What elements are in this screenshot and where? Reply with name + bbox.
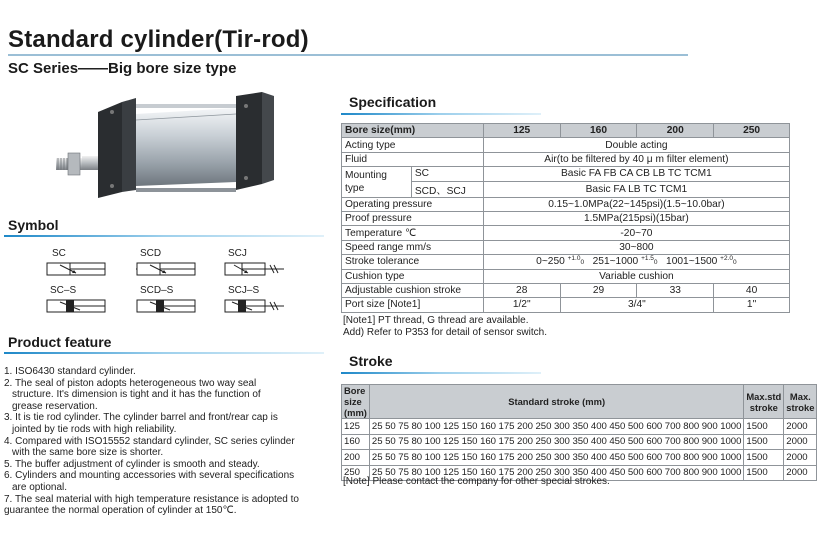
- symbol-scj-s-icon: [224, 298, 286, 314]
- stroke-tol-range-2: 251~1000: [592, 256, 639, 268]
- title-rule: [8, 54, 688, 56]
- spec-label: Temperature ℃: [342, 226, 484, 240]
- stroke-table: [341, 384, 817, 481]
- symbol-heading: Symbol: [8, 217, 59, 233]
- stroke-max: 2000: [784, 450, 817, 466]
- stroke-values: 25 50 75 80 100 125 150 160 175 200 250 300 350 400 450 500 600 700 800 900 1000: [369, 465, 743, 481]
- stroke-tol-sup-2: +1.5: [641, 255, 654, 263]
- symbol-scj-icon: [224, 261, 286, 277]
- stroke-values: 25 50 75 80 100 125 150 160 175 200 250 300 350 400 450 500 600 700 800 900 1000: [369, 434, 743, 450]
- stroke-bore: 160: [342, 434, 370, 450]
- spec-value: 1": [714, 298, 790, 312]
- table-row: [342, 434, 817, 450]
- page-subtitle: SC Series——Big bore size type: [8, 60, 237, 77]
- spec-value: 0.15~1.0MPa(22~145psi)(1.5~10.0bar): [483, 197, 789, 211]
- feature-line: guarantee the normal operation of cylinder at 150℃.: [4, 505, 237, 517]
- feature-line: 4. Compared with ISO15552 standard cylinder, SC series cylinder: [4, 435, 295, 447]
- stroke-tol-sub-2: 0: [653, 259, 658, 267]
- spec-value: 30~800: [483, 240, 789, 254]
- spec-value-stroke-tolerance: [483, 255, 789, 269]
- feature-line: 6. Cylinders and mounting accessories with several specifications: [4, 470, 295, 482]
- stroke-max: 2000: [784, 419, 817, 435]
- spec-value: Basic FA FB CA CB LB TC TCM1: [483, 167, 789, 181]
- spec-sublabel: SC: [411, 167, 483, 181]
- symbol-label-sc: SC: [52, 248, 66, 259]
- spec-row: [342, 197, 790, 211]
- spec-value: 33: [637, 283, 714, 297]
- spec-row: [342, 226, 790, 240]
- spec-row: [342, 152, 790, 166]
- cylinder-image: [40, 90, 280, 210]
- stroke-rule: [341, 372, 541, 374]
- spec-label: Port size [Note1]: [342, 298, 484, 312]
- stroke-tol-sup-1: +1.0: [567, 255, 581, 263]
- spec-row: [342, 298, 790, 312]
- spec-row: [342, 167, 790, 181]
- stroke-heading: Stroke: [349, 353, 393, 369]
- stroke-maxstd: 1500: [744, 465, 784, 481]
- spec-value: 3/4": [560, 298, 714, 312]
- product-feature-rule: [4, 352, 324, 354]
- stroke-tol-sup-3: +2.0: [720, 255, 734, 263]
- feature-line: structure. It's dimension is tight and it has the function of: [12, 389, 261, 401]
- spec-value: -20~70: [483, 226, 789, 240]
- feature-line: 7. The seal material with high temperature resistance is adopted to: [4, 493, 299, 505]
- spec-value: Basic FA LB TC TCM1: [483, 181, 789, 197]
- spec-row: [342, 211, 790, 225]
- stroke-tol-range-1: 0~250: [536, 256, 565, 268]
- feature-line: 2. The seal of piston adopts heterogeneous two way seal: [4, 377, 257, 389]
- feature-line: 3. It is tie rod cylinder. The cylinder barrel and front/rear cap is: [4, 412, 278, 424]
- spec-label: Cushion type: [342, 269, 484, 283]
- product-feature-heading: Product feature: [8, 334, 112, 350]
- spec-row: [342, 283, 790, 297]
- stroke-bore: 200: [342, 450, 370, 466]
- spec-value: 1.5MPa(215psi)(15bar): [483, 211, 789, 225]
- symbol-label-scd-s: SCD–S: [140, 285, 174, 296]
- stroke-note: [Note] Please contact the company for other special strokes.: [343, 476, 610, 487]
- stroke-max: 2000: [784, 465, 817, 481]
- specification-table: [341, 123, 790, 313]
- spec-bore-200: 200: [637, 124, 714, 138]
- spec-value: 1/2": [483, 298, 560, 312]
- spec-sublabel: SCD、SCJ: [411, 181, 483, 197]
- symbol-rule: [4, 235, 324, 237]
- spec-value: Variable cushion: [483, 269, 789, 283]
- symbol-scd-s-icon: [136, 298, 198, 314]
- stroke-maxstd: 1500: [744, 450, 784, 466]
- spec-label: Operating pressure: [342, 197, 484, 211]
- spec-value: 29: [560, 283, 637, 297]
- symbol-label-scj-s: SCJ–S: [228, 285, 260, 296]
- stroke-bore: 250: [342, 465, 370, 481]
- specification-heading: Specification: [349, 94, 437, 110]
- spec-label: Fluid: [342, 152, 484, 166]
- stroke-h-std: Standard stroke (mm): [369, 385, 743, 419]
- spec-value: 28: [483, 283, 560, 297]
- spec-header-row: [342, 124, 790, 138]
- stroke-h-maxstd: Max.std stroke: [744, 385, 784, 419]
- spec-value: Double acting: [483, 138, 789, 152]
- feature-line: grease reservation.: [12, 400, 98, 412]
- symbol-sc-icon: [46, 261, 108, 277]
- stroke-maxstd: 1500: [744, 434, 784, 450]
- symbol-label-scj: SCJ: [228, 248, 247, 259]
- feature-line: are optional.: [12, 481, 68, 493]
- spec-value: 40: [714, 283, 790, 297]
- specification-rule: [341, 113, 541, 115]
- table-row: [342, 450, 817, 466]
- stroke-tol-sub-1: 0: [580, 259, 585, 267]
- stroke-values: 25 50 75 80 100 125 150 160 175 200 250 300 350 400 450 500 600 700 800 900 1000: [369, 450, 743, 466]
- page-title: Standard cylinder(Tir-rod): [8, 26, 309, 53]
- feature-line: jointed by tie rods with high reliability.: [12, 423, 177, 435]
- stroke-maxstd: 1500: [744, 419, 784, 435]
- symbol-sc-s-icon: [46, 298, 108, 314]
- spec-row: [342, 269, 790, 283]
- stroke-tol-sub-3: 0: [733, 259, 737, 267]
- spec-value: Air(to be filtered by 40 μ m filter element): [483, 152, 789, 166]
- spec-bore-250: 250: [714, 124, 790, 138]
- spec-label: Acting type: [342, 138, 484, 152]
- stroke-bore: 125: [342, 419, 370, 435]
- spec-row: [342, 138, 790, 152]
- stroke-tol-range-3: 1001~1500: [666, 256, 718, 268]
- stroke-h-max: Max. stroke: [784, 385, 817, 419]
- symbol-scd-icon: [136, 261, 198, 277]
- stroke-values: 25 50 75 80 100 125 150 160 175 200 250 300 350 400 450 500 600 700 800 900 1000: [369, 419, 743, 435]
- spec-label: Proof pressure: [342, 211, 484, 225]
- spec-row: [342, 255, 790, 269]
- stroke-max: 2000: [784, 434, 817, 450]
- stroke-header-row: [342, 385, 817, 419]
- feature-line: with the same bore size is shorter.: [12, 447, 164, 459]
- symbol-label-sc-s: SC–S: [50, 285, 77, 296]
- spec-note-1: [Note1] PT thread, G thread are available.: [343, 315, 529, 326]
- spec-label: Speed range mm/s: [342, 240, 484, 254]
- table-row: [342, 419, 817, 435]
- stroke-h-bore: Bore size (mm): [342, 385, 370, 419]
- feature-list: [4, 366, 334, 517]
- spec-bore-125: 125: [483, 124, 560, 138]
- feature-line: 1. ISO6430 standard cylinder.: [4, 366, 136, 377]
- spec-bore-160: 160: [560, 124, 637, 138]
- spec-row: [342, 240, 790, 254]
- spec-label: Adjustable cushion stroke: [342, 283, 484, 297]
- symbol-label-scd: SCD: [140, 248, 162, 259]
- spec-bore-label: Bore size(mm): [342, 124, 484, 138]
- spec-note-2: Add) Refer to P353 for detail of sensor switch.: [343, 327, 547, 338]
- spec-label: Stroke tolerance: [342, 255, 484, 269]
- feature-line: 5. The buffer adjustment of cylinder is smooth and steady.: [4, 458, 260, 470]
- spec-label: Mounting type: [342, 167, 412, 197]
